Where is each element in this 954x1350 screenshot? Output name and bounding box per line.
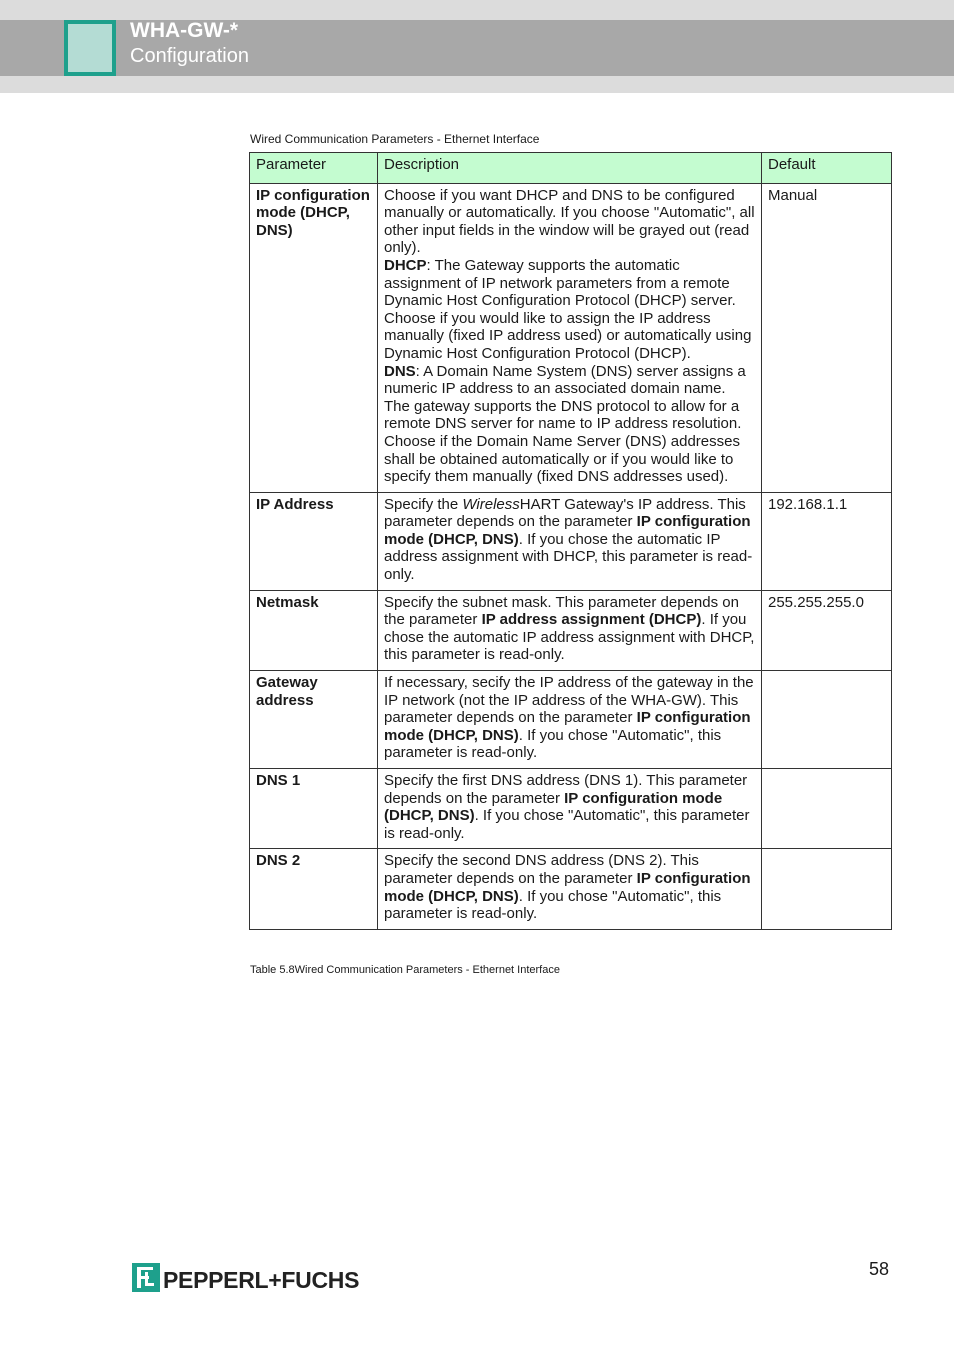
header-accent-square-inner: [68, 24, 112, 72]
parameter-name: IP configuration mode (DHCP, DNS): [250, 183, 378, 492]
bold-text: IP address assignment (DHCP): [481, 611, 702, 629]
parameter-default: [762, 671, 892, 769]
italic-text: Wireless: [462, 495, 520, 513]
column-header-parameter: Parameter: [250, 153, 378, 184]
parameter-name: IP Address: [250, 492, 378, 590]
text-run: . If you chose "Automatic", this parameter is read-only.: [384, 887, 722, 923]
bold-text: DHCP: [384, 256, 427, 274]
parameter-default: 255.255.255.0: [762, 590, 892, 670]
description-paragraph: [384, 852, 755, 922]
parameter-name: Netmask: [250, 590, 378, 670]
text-run: : The Gateway supports the automatic assignment of IP network parameters from a remote Dynamic Host Configuration Protocol (DHCP) server. Choose if you would like to assign the IP address manually (fixed IP address used) or automatically using Dynamic Host Configuration Protocol (DHCP).: [384, 256, 752, 362]
description-paragraph: [384, 772, 755, 842]
text-run: : A Domain Name System (DNS) server assigns a numeric IP address to an associated domain name. The gateway supports the DNS protocol to allow for a remote DNS server for name to IP address resolution. Choose if the Domain Name Server (DNS) addresses shall be obtained automatically or if you would like to specify them manually (fixed DNS addresses used).: [384, 362, 746, 486]
text-run: . If you chose "Automatic", this parameter is read-only.: [384, 807, 750, 842]
parameters-table: [249, 152, 892, 930]
parameter-default: 192.168.1.1: [762, 492, 892, 590]
parameter-description: [378, 183, 762, 492]
description-paragraph: [384, 594, 755, 664]
top-strip: [0, 0, 954, 20]
parameter-default: [762, 849, 892, 929]
description-paragraph: [384, 674, 755, 762]
text-run: . If you chose "Automatic", this parameter is read-only.: [384, 726, 722, 762]
pepperl-fuchs-logo-icon: [132, 1263, 160, 1292]
parameter-description: [378, 492, 762, 590]
table-caption: Table 5.8Wired Communication Parameters - Ethernet Interface: [250, 964, 560, 976]
page-number: 58: [869, 1259, 890, 1279]
table-title: Wired Communication Parameters - Ethernet Interface: [250, 132, 540, 146]
table-row: [250, 849, 892, 929]
bold-text: IP configuration mode (DHCP, DNS): [384, 709, 751, 744]
table-row: [250, 183, 892, 492]
column-header-description: Description: [378, 153, 762, 184]
doc-section-title: Configuration: [130, 45, 249, 67]
table-row: [250, 492, 892, 590]
table-body: [250, 183, 892, 929]
text-run: . If you chose the automatic IP address assignment with DHCP, this parameter is read-only.: [384, 530, 753, 584]
text-run: HART Gateway's IP address. This parameter depends on the parameter: [384, 495, 746, 531]
parameter-default: [762, 769, 892, 849]
doc-title: WHA-GW-*: [130, 19, 239, 42]
logo-wordmark: PEPPERL+FUCHS: [163, 1267, 360, 1293]
parameter-name: DNS 2: [250, 849, 378, 929]
bold-text: IP configuration mode (DHCP, DNS): [384, 789, 723, 825]
bold-text: IP configuration mode (DHCP, DNS): [384, 869, 751, 905]
parameter-description: [378, 590, 762, 670]
text-run: Specify the: [384, 495, 463, 513]
table-header-row: [250, 153, 892, 184]
text-run: Specify the first DNS address (DNS 1). This parameter depends on the parameter: [384, 772, 748, 807]
description-paragraph: [384, 496, 755, 584]
text-run: Specify the subnet mask. This parameter depends on the parameter: [384, 593, 739, 629]
text-run: . If you chose the automatic IP address assignment with DHCP, this parameter is read-only.: [384, 611, 755, 664]
bold-text: DNS: [384, 362, 416, 380]
text-run: Choose if you want DHCP and DNS to be configured manually or automatically. If you choose "Automatic", all other input fields in the window will be grayed out (read only).: [384, 186, 755, 257]
parameter-default: Manual: [762, 183, 892, 492]
parameter-description: [378, 849, 762, 929]
description-paragraph: [384, 257, 755, 363]
table-row: [250, 671, 892, 769]
parameter-description: [378, 769, 762, 849]
text-run: If necessary, secify the IP address of the gateway in the IP network (not the IP address of the WHA-GW). This parameter depends on the parameter: [384, 674, 754, 727]
description-paragraph: [384, 187, 755, 257]
parameter-name: DNS 1: [250, 769, 378, 849]
description-paragraph: [384, 363, 755, 486]
parameter-name: Gateway address: [250, 671, 378, 769]
header-accent-square: [64, 20, 116, 76]
bold-text: IP configuration mode (DHCP, DNS): [384, 513, 751, 548]
table-row: [250, 769, 892, 849]
text-run: Specify the second DNS address (DNS 2). This parameter depends on the parameter: [384, 852, 699, 887]
parameter-description: [378, 671, 762, 769]
header-under-strip: [0, 76, 954, 93]
column-header-default: Default: [762, 153, 892, 184]
table-row: [250, 590, 892, 670]
